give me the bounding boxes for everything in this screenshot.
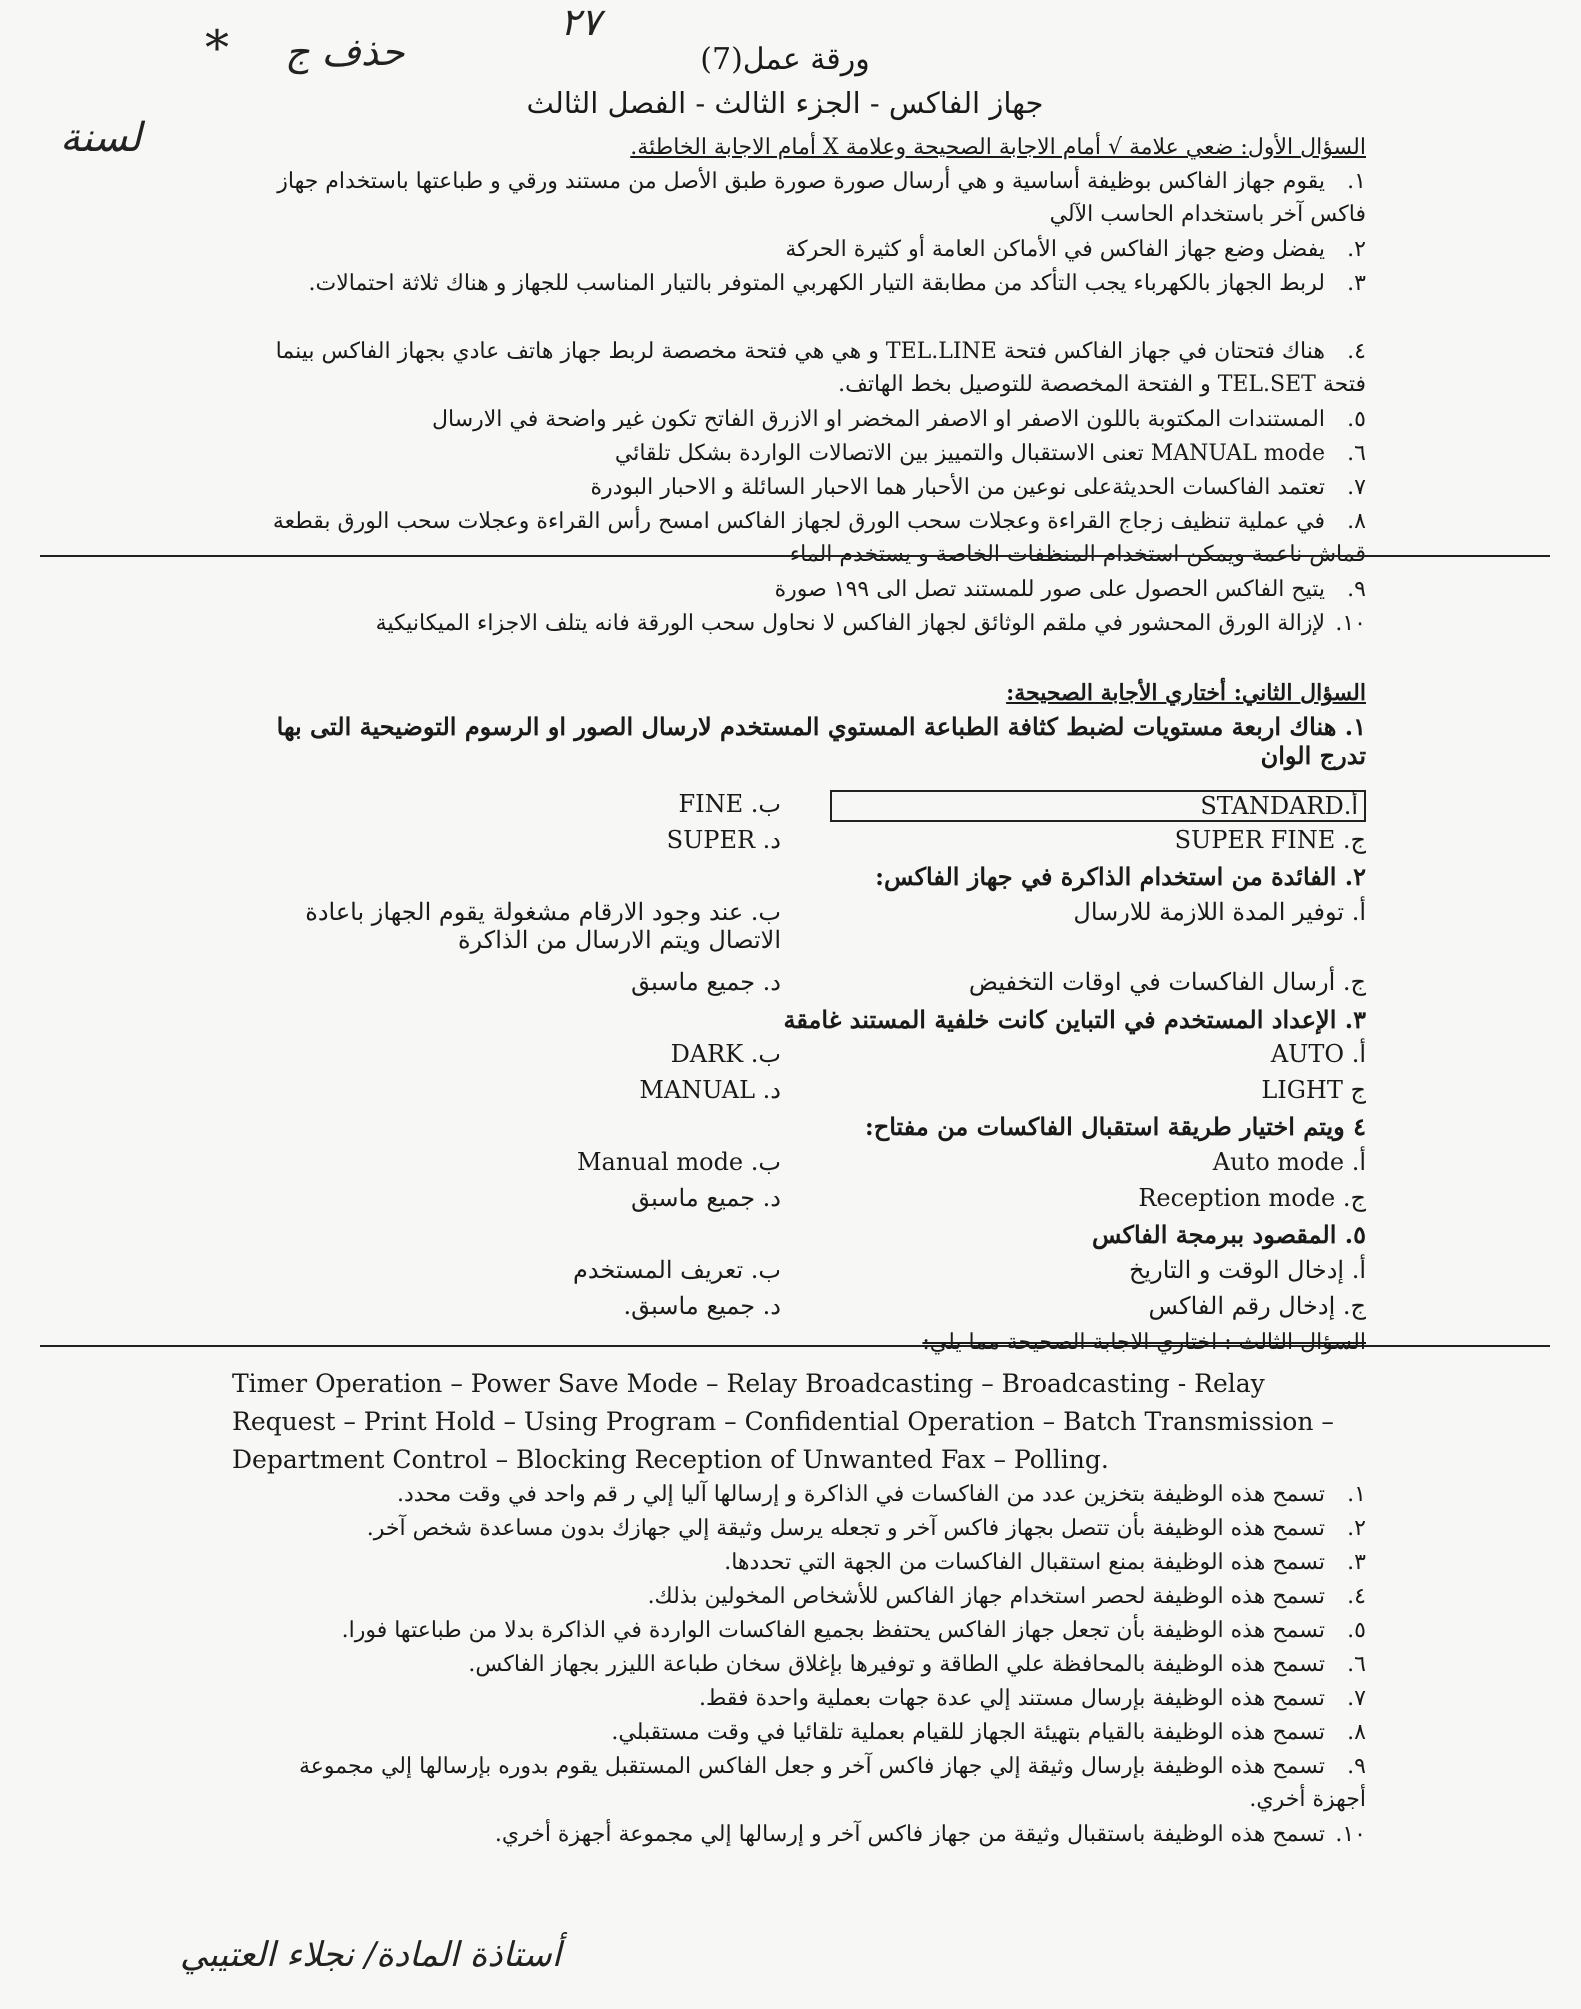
q1-item-number: ٩. xyxy=(1347,577,1366,602)
q3-item-text: تسمح هذه الوظيفة بالمحافظة علي الطاقة و توفيرها بإغلاق سخان طباعة الليزر بجهاز الفاكس. xyxy=(468,1652,1325,1677)
q3-item-text: تسمح هذه الوظيفة بأن تجعل جهاز الفاكس يحتفظ بجميع الفاكسات الواردة في الذاكرة بدلا من طباعتها فورا. xyxy=(341,1618,1325,1643)
q1-item-10 xyxy=(256,607,1366,640)
q1-item-2 xyxy=(256,233,1366,266)
q1-item-9 xyxy=(256,573,1366,606)
q2-5-option-c: ج. إدخال رقم الفاكس xyxy=(1148,1292,1366,1320)
question1-heading: السؤال الأول: ضعي علامة √ أمام الاجابة الصحيحة وعلامة X أمام الاجابة الخاطئة. xyxy=(630,135,1366,160)
q1-item-1 xyxy=(256,165,1366,231)
teacher-signature: أستاذة المادة/ نجلاء العتيبي xyxy=(180,1935,562,1975)
q2-1-stem: ١. هناك اربعة مستويات لضبط كثافة الطباعة المستوي المستخدم لارسال الصور او الرسوم التوضيحية التى بها تدرج الوان xyxy=(276,712,1366,770)
q2-4-option-d: د. جميع ماسبق xyxy=(631,1184,781,1212)
q3-item-number: ١٠. xyxy=(1335,1822,1366,1847)
q2-2-option-a: أ. توفير المدة اللازمة للارسال xyxy=(1073,898,1366,926)
q2-5-option-d: د. جميع ماسبق. xyxy=(623,1292,781,1320)
q3-item-number: ٥. xyxy=(1347,1618,1366,1643)
q3-item-text: تسمح هذه الوظيفة بتخزين عدد من الفاكسات في الذاكرة و إرسالها آليا إلي ر قم واحد في وقت محدد. xyxy=(396,1482,1325,1507)
q1-item-number: ٤. xyxy=(1347,339,1366,364)
q1-item-text: MANUAL mode تعنى الاستقبال والتمييز بين الاتصالات الواردة بشكل تلقائي xyxy=(614,441,1325,466)
q3-item-number: ٧. xyxy=(1347,1686,1366,1711)
q1-item-number: ٥. xyxy=(1347,407,1366,432)
q2-2-option-d: د. جميع ماسبق xyxy=(631,968,781,996)
q3-item-number: ٨. xyxy=(1347,1720,1366,1745)
q1-item-text: يتيح الفاكس الحصول على صور للمستند تصل الى ١٩٩ صورة xyxy=(774,577,1325,602)
question3-heading: السؤال الثالث : اختاري الاجابة الصحيحة مما يلي: xyxy=(922,1330,1366,1355)
q3-item-text: تسمح هذه الوظيفة بالقيام بتهيئة الجهاز للقيام بعملية تلقائيا في وقت مستقبلي. xyxy=(611,1720,1325,1745)
q1-item-number: ٦. xyxy=(1347,441,1366,466)
q3-item-text: تسمح هذه الوظيفة لحصر استخدام جهاز الفاكس للأشخاص المخولين بذلك. xyxy=(647,1584,1325,1609)
q2-3-stem: ٣. الإعداد المستخدم في التباين كانت خلفية المستند غامقة xyxy=(783,1005,1366,1034)
q1-item-6 xyxy=(256,437,1366,470)
q2-1-option-b: ب. FINE xyxy=(678,790,781,818)
q1-item-number: ٧. xyxy=(1347,475,1366,500)
q1-item-text: تعتمد الفاكسات الحديثةعلى نوعين من الأحبار هما الاحبار السائلة و الاحبار البودرة xyxy=(590,475,1325,500)
q3-item-6 xyxy=(256,1648,1366,1681)
q3-item-number: ٢. xyxy=(1347,1516,1366,1541)
q2-5-option-b: ب. تعريف المستخدم xyxy=(573,1256,781,1284)
q3-item-9 xyxy=(256,1750,1366,1816)
q1-item-text: لإزالة الورق المحشور في ملقم الوثائق لجهاز الفاكس لا نحاول سحب الورقة فانه يتلف الاجزاء الميكانيكية xyxy=(375,611,1325,636)
q1-item-text: يفضل وضع جهاز الفاكس في الأماكن العامة أو كثيرة الحركة xyxy=(785,237,1325,262)
q3-item-10 xyxy=(256,1818,1366,1851)
q2-3-option-d: د. MANUAL xyxy=(639,1076,781,1104)
term-bank: Timer Operation – Power Save Mode – Relay Broadcasting – Broadcasting - Relay Request – Print Hold – Using Program – Confidential Operation – Batch Transmission – Department Control – Blocking Reception of Unwanted Fax – Polling. xyxy=(232,1369,1334,1474)
q2-1-option-d: د. SUPER xyxy=(666,826,781,854)
q2-2-stem: ٢. الفائدة من استخدام الذاكرة في جهاز الفاكس: xyxy=(875,862,1366,891)
divider-line xyxy=(40,555,1550,557)
q3-item-3 xyxy=(256,1546,1366,1579)
q3-item-text: تسمح هذه الوظيفة بإرسال وثيقة إلي جهاز فاكس آخر و جعل الفاكس المستقبل يقوم بدوره بإرسالها إلي مجموعة أجهزة أخري. xyxy=(298,1754,1366,1812)
q3-item-text: تسمح هذه الوظيفة بمنع استقبال الفاكسات من الجهة التي تحددها. xyxy=(724,1550,1325,1575)
handwritten-star: * xyxy=(205,20,229,76)
q1-item-number: ٣. xyxy=(1347,271,1366,296)
q1-item-number: ١. xyxy=(1347,169,1366,194)
q1-item-number: ١٠. xyxy=(1335,611,1366,636)
handwritten-top-mark: ٢٧ xyxy=(560,0,601,44)
q3-item-number: ٣. xyxy=(1347,1550,1366,1575)
q3-item-7 xyxy=(256,1682,1366,1715)
q2-3-option-c: ج LIGHT xyxy=(1261,1076,1366,1104)
q2-2-option-b: ب. عند وجود الارقام مشغولة يقوم الجهاز باعادة الاتصال ويتم الارسال من الذاكرة xyxy=(305,898,781,954)
q1-item-text: لربط الجهاز بالكهرباء يجب التأكد من مطابقة التيار الكهربي المتوفر بالتيار المناسب للجهاز و هناك ثلاثة احتمالات. xyxy=(308,271,1325,296)
handwritten-note-2: لسنة xyxy=(60,115,142,161)
q1-item-number: ٨. xyxy=(1347,509,1366,534)
q3-item-1 xyxy=(256,1478,1366,1511)
q3-item-number: ١. xyxy=(1347,1482,1366,1507)
q1-item-7 xyxy=(256,471,1366,504)
q3-item-text: تسمح هذه الوظيفة بأن تتصل بجهاز فاكس آخر و تجعله يرسل وثيقة إلي جهازك بدون مساعدة شخص آخر. xyxy=(366,1516,1325,1541)
q1-item-number: ٢. xyxy=(1347,237,1366,262)
q3-item-number: ٩. xyxy=(1347,1754,1366,1779)
q2-1-option-a: أ.STANDARD xyxy=(830,790,1366,822)
q1-item-8 xyxy=(256,505,1366,571)
q3-item-2 xyxy=(256,1512,1366,1545)
q1-item-text: يقوم جهاز الفاكس بوظيفة أساسية و هي أرسال صورة صورة طبق الأصل من مستند ورقي و طباعتها باستخدام جهاز فاكس آخر باستخدام الحاسب الآلي xyxy=(277,169,1366,227)
q2-4-option-c: ج. Reception mode xyxy=(1138,1184,1366,1212)
q2-4-option-a: أ. Auto mode xyxy=(1212,1148,1366,1176)
handwritten-note-1: حذف ج xyxy=(285,30,405,74)
q3-item-8 xyxy=(256,1716,1366,1749)
q3-item-5 xyxy=(256,1614,1366,1647)
q3-item-4 xyxy=(256,1580,1366,1613)
q1-item-text: هناك فتحتان في جهاز الفاكس فتحة TEL.LINE و هي هي فتحة مخصصة لربط جهاز هاتف عادي بجهاز الفاكس بينما فتحة TEL.SET و الفتحة المخصصة للتوصيل بخط الهاتف. xyxy=(275,339,1366,397)
q2-1-option-c: ج. SUPER FINE xyxy=(1174,826,1366,854)
q2-5-option-a: أ. إدخال الوقت و التاريخ xyxy=(1128,1256,1366,1284)
q2-5-stem: ٥. المقصود ببرمجة الفاكس xyxy=(1091,1220,1366,1249)
q1-item-text: المستندات المكتوبة باللون الاصفر او الاصفر المخضر او الازرق الفاتح تكون غير واضحة في الارسال xyxy=(432,407,1325,432)
q1-item-3 xyxy=(256,267,1366,300)
q3-item-number: ٤. xyxy=(1347,1584,1366,1609)
worksheet-subtitle: جهاز الفاكس - الجزء الثالث - الفصل الثالث xyxy=(526,86,1044,120)
q3-item-text: تسمح هذه الوظيفة باستقبال وثيقة من جهاز فاكس آخر و إرسالها إلي مجموعة أجهزة أخري. xyxy=(494,1822,1325,1847)
q2-4-stem: ٤ ويتم اختيار طريقة استقبال الفاكسات من مفتاح: xyxy=(864,1112,1366,1141)
q2-2-option-c: ج. أرسال الفاكسات في اوقات التخفيض xyxy=(968,968,1366,996)
q3-item-number: ٦. xyxy=(1347,1652,1366,1677)
q1-item-5 xyxy=(256,403,1366,436)
q2-3-option-b: ب. DARK xyxy=(670,1040,781,1068)
worksheet-title: ورقة عمل(7) xyxy=(700,42,870,77)
q1-item-text: في عملية تنظيف زجاج القراءة وعجلات سحب الورق لجهاز الفاكس امسح رأس القراءة وعجلات سحب الورق بقطعة قماش ناعمة ويمكن استخدام المنظفات الخاصة و يستخدم الماء xyxy=(272,509,1366,567)
q2-3-option-a: أ. AUTO xyxy=(1270,1040,1366,1068)
q1-item-4 xyxy=(256,335,1366,401)
question2-heading: السؤال الثاني: أختاري الأجابة الصحيحة: xyxy=(1006,680,1366,706)
q2-4-option-b: ب. Manual mode xyxy=(576,1148,781,1176)
q3-item-text: تسمح هذه الوظيفة بإرسال مستند إلي عدة جهات بعملية واحدة فقط. xyxy=(699,1686,1325,1711)
